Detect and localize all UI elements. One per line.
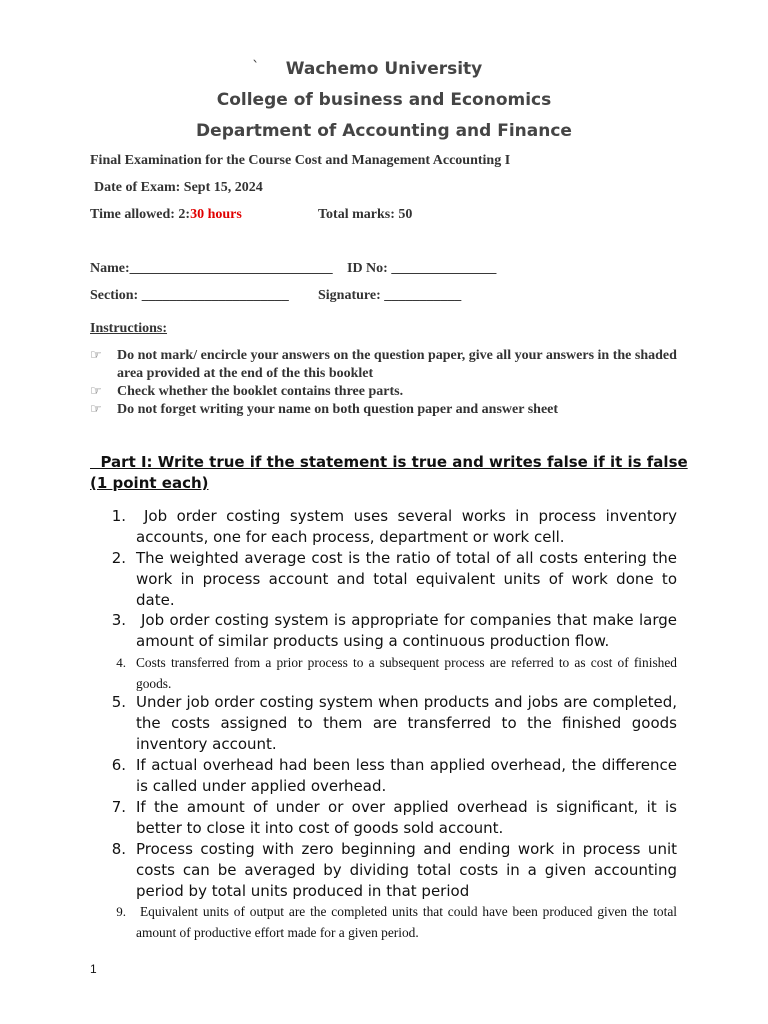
question-number: 4. <box>116 655 126 670</box>
question-text: Under job order costing system when products and jobs are completed, the costs assigned to them are transferred to the finished goods inventory account. <box>136 693 677 753</box>
time-allowed-value: 30 hours <box>190 207 242 222</box>
question-number: 7. <box>111 798 126 816</box>
exam-date: Date of Exam: Sept 15, 2024 <box>94 180 263 195</box>
question-text: Equivalent units of output are the completed units that could have been produced given the total amount of productive effort made for a given period. <box>136 904 677 940</box>
pointing-hand-icon: ☞ <box>90 384 102 399</box>
instruction-item: Check whether the booklet contains three parts. <box>117 384 404 399</box>
question-text: Job order costing system uses several works in process inventory accounts, one for each process, department or work cell. <box>136 507 677 546</box>
university-title: Wachemo University <box>285 59 483 79</box>
question-text: If actual overhead had been less than applied overhead, the difference is called under applied overhead. <box>136 756 677 795</box>
question-text: Job order costing system is appropriate for companies that make large amount of similar products using a continuous production flow. <box>136 611 677 650</box>
instruction-item: Do not mark/ encircle your answers on the question paper, give all your answers in the shaded area provided at the end of the this booklet <box>117 348 677 381</box>
stray-tick-mark: ` <box>252 58 260 76</box>
question-number: 6. <box>111 756 126 774</box>
pointing-hand-icon: ☞ <box>90 348 102 363</box>
question-text: If the amount of under or over applied overhead is significant, it is better to close it into cost of goods sold account. <box>136 798 677 837</box>
time-allowed-label: Time allowed: 2: <box>90 207 191 222</box>
instructions-title: Instructions: <box>90 321 168 336</box>
question-number: 2. <box>111 549 126 567</box>
name-field[interactable]: Name:_____________________________ <box>90 261 333 276</box>
question-number: 5. <box>111 693 126 711</box>
part-one-title <box>90 452 690 494</box>
question-text: The weighted average cost is the ratio of total of all costs entering the work in process account and total equivalent units of work done to date. <box>136 549 677 609</box>
question-text: Process costing with zero beginning and ending work in process unit costs can be averaged by dividing total costs in a given accounting period by total units produced in that period <box>136 840 677 900</box>
pointing-hand-icon: ☞ <box>90 402 102 417</box>
department-title: Department of Accounting and Finance <box>196 121 572 141</box>
question-number: 1. <box>111 507 126 525</box>
college-title: College of business and Economics <box>216 90 552 110</box>
signature-field[interactable]: Signature: ___________ <box>318 288 462 303</box>
question-text: Costs transferred from a prior process to a subsequent process are referred to as cost of finished goods. <box>136 655 677 691</box>
section-field[interactable]: Section: _____________________ <box>90 288 289 303</box>
page-number: 1 <box>90 962 97 976</box>
id-field[interactable]: ID No: _______________ <box>347 261 497 276</box>
question-number: 8. <box>111 840 126 858</box>
question-number: 9. <box>116 904 126 919</box>
time-allowed <box>90 206 242 224</box>
instruction-item: Do not forget writing your name on both question paper and answer sheet <box>117 402 559 417</box>
course-line: Final Examination for the Course Cost and Management Accounting I <box>90 153 511 168</box>
question-number: 3. <box>111 611 126 629</box>
part-one-title-text: Part I: Write true if the statement is true and writes false if it is false (1 point each) <box>90 453 688 492</box>
total-marks: Total marks: 50 <box>318 207 413 222</box>
